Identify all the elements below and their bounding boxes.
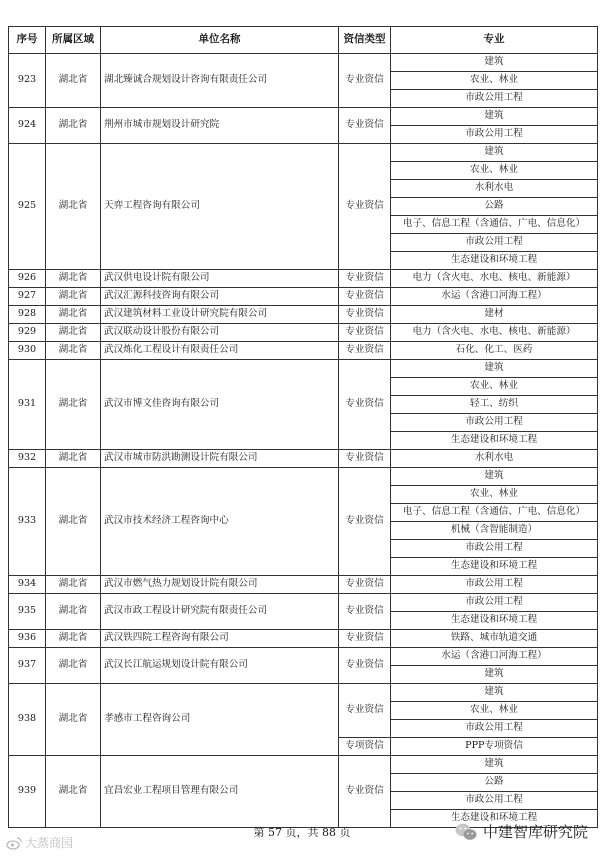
major-cell: 建筑: [391, 360, 598, 378]
credit-type-cell: 专业资信: [339, 342, 391, 360]
major-cell: 市政公用工程: [391, 126, 598, 144]
table-row: [9, 576, 598, 594]
major-cell: 农业、林业: [391, 486, 598, 504]
table-row: [9, 360, 598, 378]
table-row: [9, 54, 598, 72]
major-cell: 建筑: [391, 684, 598, 702]
major-cell: 建材: [391, 306, 598, 324]
region-cell: 湖北省: [46, 342, 101, 360]
seq-cell: 932: [9, 450, 46, 468]
unit-name-cell: 武汉市政工程设计研究院有限责任公司: [101, 594, 339, 630]
seq-cell: 930: [9, 342, 46, 360]
brand-name: 中建智库研究院: [482, 823, 588, 841]
major-cell: 水运（含港口河海工程）: [391, 288, 598, 306]
qualification-table: [8, 26, 598, 828]
credit-type-cell: 专业资信: [339, 468, 391, 576]
table-row: [9, 342, 598, 360]
major-cell: 建筑: [391, 144, 598, 162]
region-cell: 湖北省: [46, 288, 101, 306]
region-cell: 湖北省: [46, 630, 101, 648]
unit-name-cell: 武汉市燃气热力规划设计院有限公司: [101, 576, 339, 594]
major-cell: 机械（含智能制造）: [391, 522, 598, 540]
unit-name-cell: 武汉市城市防洪勘测设计院有限公司: [101, 450, 339, 468]
table-row: [9, 450, 598, 468]
region-cell: 湖北省: [46, 684, 101, 756]
table-row: [9, 594, 598, 612]
table-row: [9, 108, 598, 126]
table-row: [9, 288, 598, 306]
major-cell: 生态建设和环境工程: [391, 612, 598, 630]
credit-type-cell: 专业资信: [339, 450, 391, 468]
unit-name-cell: 武汉汇源科技咨询有限公司: [101, 288, 339, 306]
seq-cell: 923: [9, 54, 46, 108]
seq-cell: 936: [9, 630, 46, 648]
major-cell: 建筑: [391, 666, 598, 684]
major-cell: PPP专项资信: [391, 738, 598, 756]
table-row: [9, 270, 598, 288]
region-cell: 湖北省: [46, 648, 101, 684]
credit-type-cell: 专业资信: [339, 54, 391, 108]
watermark-text: 大蒸商园: [25, 836, 74, 850]
major-cell: 石化、化工、医药: [391, 342, 598, 360]
unit-name-cell: 武汉建筑材料工业设计研究院有限公司: [101, 306, 339, 324]
major-cell: 市政公用工程: [391, 594, 598, 612]
seq-cell: 925: [9, 144, 46, 270]
credit-type-cell: 专业资信: [339, 306, 391, 324]
seq-cell: 934: [9, 576, 46, 594]
credit-type-cell: 专业资信: [339, 576, 391, 594]
header-major: 专业: [391, 27, 598, 54]
credit-type-cell: 专业资信: [339, 630, 391, 648]
major-cell: 市政公用工程: [391, 576, 598, 594]
seq-cell: 924: [9, 108, 46, 144]
header-type: 资信类型: [339, 27, 391, 54]
major-cell: 生态建设和环境工程: [391, 558, 598, 576]
unit-name-cell: 宜昌宏业工程项目管理有限公司: [101, 756, 339, 828]
region-cell: 湖北省: [46, 594, 101, 630]
region-cell: 湖北省: [46, 108, 101, 144]
credit-type-cell: 专业资信: [339, 324, 391, 342]
table-body: [9, 54, 598, 828]
table-row: [9, 324, 598, 342]
major-cell: 农业、林业: [391, 378, 598, 396]
page-number: 第 57 页，共 88 页: [253, 826, 351, 839]
unit-name-cell: 武汉联动设计股份有限公司: [101, 324, 339, 342]
major-cell: 市政公用工程: [391, 90, 598, 108]
credit-type-cell: 专业资信: [339, 360, 391, 450]
seq-cell: 939: [9, 756, 46, 828]
major-cell: 市政公用工程: [391, 234, 598, 252]
table-row: [9, 648, 598, 666]
major-cell: 水利水电: [391, 450, 598, 468]
table-row: [9, 630, 598, 648]
seq-cell: 929: [9, 324, 46, 342]
major-cell: 建筑: [391, 468, 598, 486]
major-cell: 建筑: [391, 108, 598, 126]
watermark: [6, 834, 73, 851]
major-cell: 铁路、城市轨道交通: [391, 630, 598, 648]
major-cell: 市政公用工程: [391, 540, 598, 558]
major-cell: 农业、林业: [391, 702, 598, 720]
region-cell: 湖北省: [46, 270, 101, 288]
table-row: [9, 684, 598, 702]
unit-name-cell: 武汉供电设计院有限公司: [101, 270, 339, 288]
credit-type-cell: 专业资信: [339, 756, 391, 828]
region-cell: 湖北省: [46, 450, 101, 468]
major-cell: 电力（含火电、水电、核电、新能源）: [391, 324, 598, 342]
seq-cell: 931: [9, 360, 46, 450]
table-header-row: [9, 27, 598, 54]
major-cell: 生态建设和环境工程: [391, 810, 598, 828]
seq-cell: 926: [9, 270, 46, 288]
unit-name-cell: 孝感市工程咨询公司: [101, 684, 339, 756]
region-cell: 湖北省: [46, 576, 101, 594]
major-cell: 生态建设和环境工程: [391, 432, 598, 450]
credit-type-cell: 专业资信: [339, 270, 391, 288]
seq-cell: 928: [9, 306, 46, 324]
region-cell: 湖北省: [46, 324, 101, 342]
seq-cell: 937: [9, 648, 46, 684]
seq-cell: 938: [9, 684, 46, 756]
brand: [455, 821, 588, 842]
major-cell: 市政公用工程: [391, 792, 598, 810]
major-cell: 建筑: [391, 756, 598, 774]
major-cell: 市政公用工程: [391, 720, 598, 738]
major-cell: 公路: [391, 198, 598, 216]
credit-type-cell: 专业资信: [339, 108, 391, 144]
header-seq: 序号: [9, 27, 46, 54]
unit-name-cell: 武汉长江航运规划设计院有限公司: [101, 648, 339, 684]
weibo-icon: [6, 836, 22, 850]
unit-name-cell: 武汉炼化工程设计有限责任公司: [101, 342, 339, 360]
credit-type-cell: 专业资信: [339, 288, 391, 306]
credit-type-cell: 专项资信: [339, 738, 391, 756]
major-cell: 轻工、纺织: [391, 396, 598, 414]
wechat-icon: [455, 822, 477, 842]
table-row: [9, 756, 598, 774]
header-region: 所属区域: [46, 27, 101, 54]
major-cell: 建筑: [391, 54, 598, 72]
seq-cell: 935: [9, 594, 46, 630]
seq-cell: 927: [9, 288, 46, 306]
unit-name-cell: 天弈工程咨询有限公司: [101, 144, 339, 270]
table-row: [9, 468, 598, 486]
seq-cell: 933: [9, 468, 46, 576]
major-cell: 水运（含港口河海工程）: [391, 648, 598, 666]
major-cell: 电子、信息工程（含通信、广电、信息化）: [391, 216, 598, 234]
table-row: [9, 306, 598, 324]
major-cell: 农业、林业: [391, 162, 598, 180]
region-cell: 湖北省: [46, 54, 101, 108]
region-cell: 湖北省: [46, 144, 101, 270]
unit-name-cell: 武汉市博文佳咨询有限公司: [101, 360, 339, 450]
unit-name-cell: 武汉市技术经济工程咨询中心: [101, 468, 339, 576]
major-cell: 水利水电: [391, 180, 598, 198]
region-cell: 湖北省: [46, 468, 101, 576]
unit-name-cell: 武汉铁四院工程咨询有限公司: [101, 630, 339, 648]
major-cell: 市政公用工程: [391, 414, 598, 432]
credit-type-cell: 专业资信: [339, 594, 391, 630]
credit-type-cell: 专业资信: [339, 684, 391, 738]
unit-name-cell: 荆州市城市规划设计研究院: [101, 108, 339, 144]
credit-type-cell: 专业资信: [339, 648, 391, 684]
table-row: [9, 144, 598, 162]
header-unit: 单位名称: [101, 27, 339, 54]
region-cell: 湖北省: [46, 306, 101, 324]
major-cell: 农业、林业: [391, 72, 598, 90]
major-cell: 公路: [391, 774, 598, 792]
major-cell: 生态建设和环境工程: [391, 252, 598, 270]
major-cell: 电子、信息工程（含通信、广电、信息化）: [391, 504, 598, 522]
region-cell: 湖北省: [46, 756, 101, 828]
major-cell: 电力（含火电、水电、核电、新能源）: [391, 270, 598, 288]
region-cell: 湖北省: [46, 360, 101, 450]
credit-type-cell: 专业资信: [339, 144, 391, 270]
unit-name-cell: 湖北臻诚合规划设计咨询有限责任公司: [101, 54, 339, 108]
